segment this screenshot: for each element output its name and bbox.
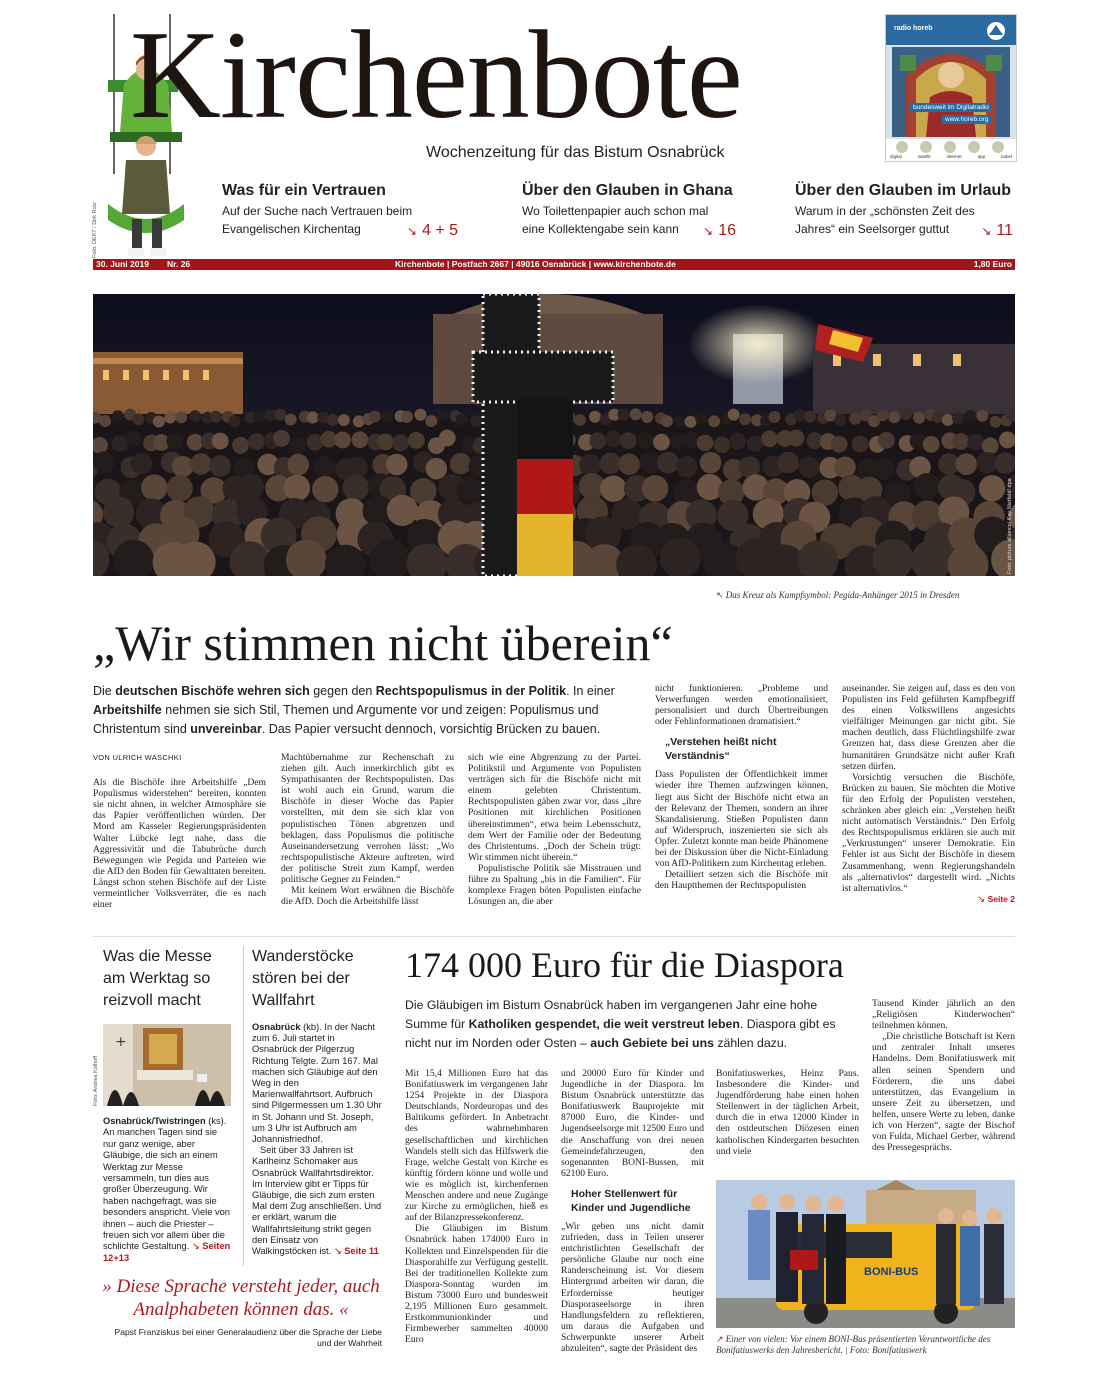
lead-intro: [93, 682, 629, 739]
page-reference[interactable]: [842, 894, 1015, 905]
issue-date: 30. Juni 2019: [96, 259, 149, 269]
intro-text: zählen dazu.: [713, 1036, 788, 1050]
article-paragraph: und 20000 Euro für Kinder und Jugendliche in der Diaspora. Im Bistum Osnabrück unterstützte das Bonifatiuswerk Bauprojekte mit 87000 Euro, die Kinder- und Jugendseelsorge mit 12500 Euro und die Anschaffung von drei neuen Gemeindefahrzeugen, den sogenannten BONI-Bussen, mit 62100 Euro.: [561, 1068, 704, 1179]
page-ref-label: Seiten 12+13: [103, 1241, 231, 1263]
masthead-photo-credit: Foto: DEKT / Dirk Rutz: [92, 202, 98, 258]
page-number: 4 + 5: [421, 222, 458, 239]
quote-close-mark: «: [339, 1298, 349, 1320]
article-paragraph: auseinander. Sie zeigen auf, dass es den von Populisten ins Feld geführten Kampfbegriff des einen Volkswillens angesichts vielfältiger Meinungen gar nicht gibt. Sie machen deutlich, dass Flüchtlingshilfe zwar Grenzen hat, dass diese Grenzen aber die humanitären Grundsätze nicht außer Kraft setzen dürfen.: [842, 683, 1015, 772]
svg-text:+: +: [115, 1034, 127, 1050]
byline: VON ULRICH WASCHKI: [93, 753, 182, 762]
article-paragraph: „Die christliche Botschaft ist Kern und zentraler Inhalt unseres Handelns. Dem Bonifatiuswerk mit allen seinen Spendern und Förderern, die uns dabei unterstützen, das Evangelium in unsere Zeit zu übersetzen, und helfen, unsere Werte zu leben, danke ich von Herzen“, sagte der Bischof von Fulda, Michael Gerber, während des Pressegesprächs.: [872, 1031, 1015, 1154]
box-text: [103, 1116, 233, 1264]
article-paragraph: Als die Bischöfe ihre Arbeitshilfe „Dem Populismus widerstehen“ bereiten, konnten sie nicht ahnen, in welcher Atmosphäre sie das Papier veröffentlichen würden. Der Mord am Kasseler Regierungspräsidenten Walter Lübcke legt nahe, dass die Aggressivität und die Tabubrüche durch Bewegungen wie Pegida und Parteien wie die AfD den Boden für Gewalttaten bereiten. Längst schon stehen Bischöfe auf der Liste vermeintlicher Volksverräter, die es nach einer: [93, 777, 266, 911]
church-photo-credit: Foto: Andrea Kolhoff: [93, 1055, 99, 1106]
teaser-line: Auf der Suche nach Vertrauen beim: [222, 204, 413, 218]
masthead: [0, 0, 1108, 260]
intro-text: nehmen sie sich Stil, Themen und Argumente vor und zeigen: Populismus und Christentum sind: [93, 703, 599, 736]
teaser-line: Warum in der „schönsten Zeit des: [795, 204, 975, 218]
teaser-page-ref: [407, 220, 458, 240]
teaser-line: Jahres“ ein Seelsorger guttut: [795, 222, 950, 236]
author: (ks).: [205, 1116, 227, 1126]
dateline: Osnabrück/Twistringen: [103, 1116, 206, 1126]
quote-open-mark: »: [102, 1276, 112, 1297]
arrow-down-right-icon: ↘: [191, 1241, 200, 1252]
boni-bus-photo: [716, 1180, 1015, 1328]
quote-text: [100, 1276, 382, 1321]
masthead-title: Kirchenbote: [130, 6, 742, 145]
divider: [93, 936, 1015, 937]
intro-bold: Katholiken gespendet, die weit verstreut leben: [468, 1017, 740, 1031]
teaser-page-ref: [981, 220, 1013, 240]
intro-text: gegen den: [309, 684, 376, 698]
caption-separator: |: [845, 1345, 850, 1356]
page-reference[interactable]: [334, 1246, 379, 1256]
arrow-down-right-icon: ↘: [406, 224, 417, 238]
intro-bold: Rechtspopulismus in der Politik: [375, 684, 567, 698]
quote-body: Diese Sprache versteht jeder, auch Analphabeten können das.: [116, 1276, 380, 1320]
subheading: Hoher Stellenwert für Kinder und Jugendliche: [571, 1187, 691, 1214]
diaspora-intro: [405, 996, 853, 1053]
article-paragraph: Tausend Kinder jährlich an den „Religiösen Kinderwochen“ teilnehmen können.: [872, 998, 1015, 1032]
box-divider: [243, 946, 244, 1266]
masthead-subtitle: Wochenzeitung für das Bistum Osnabrück: [426, 144, 725, 161]
boni-bus-caption: [716, 1334, 1015, 1356]
intro-text: Die Gläubigen im Bistum Osnabrück haben im vergangenen Jahr eine hohe Summe für: [405, 998, 818, 1031]
ad-channel: satellit: [917, 154, 931, 159]
ad-channels: [890, 154, 1012, 159]
box-paragraph: In der Nacht zum 6. Juli startet in Osnabrück der Pilgerzug Richtung Telgte. Zum 167. Mal machen sich Gläubige auf den Weg in den Marienwallfahrtsort. Aufbruch sind Pilgermessen um 1.30 Uhr in St. Johann und St. Joseph, um 3 Uhr ist Aufbruch am Johannisfriedhof.: [252, 1022, 382, 1145]
box-headline: Wanderstöcke stören bei der Wallfahrt: [252, 948, 354, 1009]
article-paragraph: Vorsichtig versuchen die Bischöfe, Brücken zu bauen. Sie möchten die Motive für den Erfolg der Populisten verstehen, schränken aber gleich ein: „Verstehen heißt nicht automatisch Verständnis.“ Den Erfolg des Rechtspopulismus erklären sie auch mit „Verkrustungen“ unserer Demokratie. Ein Fehler ist aus Sicht der Bischöfe in diesem Zusammenhang, wenn Regierungshandeln als „alternativlos“ dargestellt wird. „Nichts ist alternativlos.“: [842, 771, 1015, 894]
arrow-down-right-icon: ↘: [981, 224, 992, 238]
article-paragraph: sich wie eine Abgrenzung zu der Partei. Politikstil und Argumente von Populisten verträgen sich für die Bischöfe nicht mit einem gelebten Christentum. Rechtspopulisten gäben zwar vor, dass „ihre Positionen mit kirchlichen Positionen übereinstimmen“, etwa beim Lebensschutz, dem Wert der Familie oder der Bedeutung des Christentums. „Doch der Schein trügt: Wir stimmen nicht überein.“: [468, 752, 641, 863]
teaser-urlaub[interactable]: [795, 182, 1017, 238]
teaser-title: Was für ein Vertrauen: [222, 182, 386, 199]
pope-quote: [100, 1276, 382, 1349]
main-photo: [93, 294, 1015, 576]
radio-horeb-ad[interactable]: [885, 14, 1017, 162]
main-photo-credit: Foto: picture alliance/ Kay Nietfeld/ dpa: [1007, 478, 1013, 574]
page-ref-label: Seite 11: [344, 1246, 379, 1257]
intro-bold: auch Gebiete bei uns: [590, 1036, 714, 1050]
intro-text: . Das Papier versucht dennoch, vorsichtig Brücken zu bauen.: [261, 722, 601, 736]
article-paragraph: Detailliert setzen sich die Bischöfe mit den Hauptthemen der Rechtspopulisten: [655, 869, 828, 892]
teaser-title: Über den Glauben in Ghana: [522, 182, 733, 199]
intro-bold: Arbeitshilfe: [93, 703, 162, 717]
issue-price: 1,80 Euro: [973, 259, 1012, 269]
page-number: 16: [718, 222, 736, 239]
intro-bold: deutschen Bischöfe wehren sich: [115, 684, 310, 698]
teaser-vertrauen[interactable]: [222, 182, 462, 238]
arrow-down-right-icon: ↘: [977, 893, 986, 905]
caption-credit: Foto: Bonifatiuswerk: [849, 1345, 927, 1356]
subheading: „Verstehen heißt nicht Verständnis“: [665, 736, 777, 763]
teaser-line: Evangelischen Kirchentag: [222, 222, 361, 236]
caption-text: Einer von vielen: Vor einem BONI-Bus präsentierten Verantwortliche des Bonifatiuswerks den Jahresbericht.: [716, 1334, 991, 1356]
ad-channel: app: [977, 154, 986, 159]
publisher-info: Kirchenbote | Postfach 2667 | 49016 Osnabrück | www.kirchenbote.de: [395, 259, 676, 269]
box-paragraph: Seit über 33 Jahren ist Karlheinz Schomaker aus Osnabrück Wallfahrtsdirektor. Im Interview gibt er Tipps für Gläubige, die sich zum ersten Mal dem Zug anschließen. Und er erklärt, warum die Wallfahrtsleitung strikt gegen den Einsatz von Walkingstöcken ist.: [252, 1145, 382, 1257]
ad-channel: digital: [890, 154, 902, 159]
diaspora-column-2: [561, 1068, 704, 1354]
box-messe: [93, 946, 237, 1263]
caption-text: Das Kreuz als Kampfsymbol: Pegida-Anhänger 2015 in Dresden: [725, 590, 960, 600]
intro-text: Die: [93, 684, 116, 698]
diaspora-column-3: [716, 1068, 859, 1157]
arrow-up-left-icon: ↖: [716, 590, 724, 600]
lead-column-4: [655, 683, 828, 891]
ad-tagline: bundesweit im Digitalradio: [910, 103, 992, 112]
article-paragraph: „Wir geben uns nicht damit zufrieden, dass in Teilen unserer entchristlichten Gesellschaft der persönliche Glaube nur noch eine Randerscheinung ist. Vor diesem Hintergrund arbeiten wir daran, die Erfordernisse heutiger Diasporaseelsorge in ihren Handlungsfeldern zu reflektieren, um daraus die Aufgaben und Schwerpunkte unserer Arbeit abzuleiten“, sagte der Präsident des: [561, 1220, 704, 1354]
box-wander: [252, 946, 382, 1257]
box-paragraph: An manchen Tagen sind sie nur ganz wenige, aber Gläubige, die sich an einem Werktag zur Messe versammeln, tun dies aus großer Überzeugung. Wir haben nachgefragt, was sie besonders anspricht. Viele von ihnen – auch die Priester – freuen sich vor allem über die schlichte Gestaltung.: [103, 1127, 230, 1252]
article-paragraph: Mit keinem Wort erwähnen die Bischöfe die AfD. Doch die Arbeitshilfe lässt: [281, 885, 454, 908]
article-paragraph: nicht funktionieren. „Probleme und Verwerfungen werden emotionalisiert, personalisiert und durch Übertreibungen oder Fehlinformationen dramatisiert.“: [655, 683, 828, 728]
ad-url: www.horeb.org: [942, 115, 991, 124]
lead-column-1: [93, 752, 266, 910]
info-bar: [93, 259, 1015, 270]
lead-column-5: [842, 683, 1015, 905]
intro-bold: unvereinbar: [190, 722, 262, 736]
box-text: [252, 1022, 382, 1257]
arrow-down-right-icon: ↘: [703, 224, 714, 238]
ad-channel: internet: [946, 154, 962, 159]
intro-text: . Diaspora gibt es nicht nur im Norden oder Osten –: [405, 1017, 836, 1050]
diaspora-column-1: [405, 1068, 548, 1345]
diaspora-column-4: [872, 998, 1015, 1153]
page-ref-label: Seite 2: [987, 893, 1015, 904]
quote-attribution: Papst Franziskus bei einer Generalaudienz über die Sprache der Liebe und der Wahrheit: [114, 1327, 382, 1348]
article-paragraph: Mit 15,4 Millionen Euro hat das Bonifatiuswerk im vergangenen Jahr 1254 Projekte in der Diaspora Deutschlands, Nordeuropas und des Baltikums gefördert. In Anbetracht des wahrnehmbaren gesellschaftlichen und kirchlichen Wandels stellt sich das Hilfswerk die Frage, welche Gestalt von Kirche es künftig fördern könne und wolle und wie es möglich ist, kirchenfernen Menschen andere und neue Zugänge zur Kirche zu ermöglichen, hieß es auf der Bilanzpressekonferenz.: [405, 1068, 548, 1224]
article-paragraph: Bonifatiuswerkes, Heinz Paus. Insbesondere die Kinder- und Jugendförderung habe einen hohen Stellenwert in der täglichen Arbeit, durch die in etwa 12000 Kinder in den ostdeutschen Diözesen einen katholischen Kindergarten besuchten und viele: [716, 1068, 859, 1157]
bus-label: BONI-BUS: [864, 1266, 919, 1278]
author: (kb).: [300, 1022, 322, 1032]
arrow-down-right-icon: ↘: [333, 1246, 342, 1257]
teaser-page-ref: [703, 220, 736, 240]
dateline: Osnabrück: [252, 1022, 301, 1032]
church-photo: [103, 1024, 231, 1106]
arrow-up-left-icon: ↗: [716, 1334, 724, 1344]
teaser-ghana[interactable]: [522, 182, 736, 238]
page-number: 11: [996, 222, 1013, 239]
box-headline: Was die Messe am Werktag so reizvoll macht: [103, 948, 212, 1009]
issue-number: Nr. 26: [167, 259, 191, 269]
diaspora-headline: 174 000 Euro für die Diaspora: [405, 945, 844, 985]
lead-column-2: [281, 752, 454, 907]
lead-column-3: [468, 752, 641, 907]
teaser-title: Über den Glauben im Urlaub: [795, 182, 1012, 199]
ad-channel: kabel: [1001, 154, 1012, 159]
article-paragraph: Dass Populisten der Öffentlichkeit immer wieder ihre Themen aufzwingen können, liegt aus Sicht der Bischöfe nicht etwa an der Relevanz der Themen, sondern an ihrer Skandalisierung. Stießen Populisten dann auf Widerspruch, inszenierten sie sich als Opfer. Zuletzt konnte man beide Phänomene bei der Diskussion über die Nicht-Einladung von AfD-Politikern zum Kirchentag erleben.: [655, 769, 828, 870]
teaser-line: eine Kollektengabe sein kann: [522, 222, 679, 236]
teaser-line: Wo Toilettenpapier auch schon mal: [522, 204, 709, 218]
main-photo-caption: [716, 590, 959, 601]
article-paragraph: Die Gläubigen im Bistum Osnabrück haben 174000 Euro in Kollekten und Einzelspenden für die Diasporahilfe zur Verfügung gestellt. Bei der traditionellen Kollekte zum Diaspora-Sonntag wurden im Bistum 73000 Euro und bundesweit 2,195 Millionen Euro gesammelt. Erstkommunionkinder und Firmbewerber sammelten 40000 Euro: [405, 1223, 548, 1346]
intro-text: . In einer: [566, 684, 615, 698]
article-paragraph: Machtübernahme zur Rechenschaft zu ziehen gilt. Auch innerkirchlich gibt es Sympathisanten der Rechtspopulisten. Das ist wohl auch ein Grund, warum die Bischöfe in dieser Woche das Papier vorstellten, mit dem sie sich klar von populistischen Tönen abgrenzen und beklagen, dass Populismus die politische Auseinandersetzung verrohen lässt: „Wo rechtspopulistische Akteure auftreten, wird der politische Streit zum Kampf, werden politische Gegner zu Feinden.“: [281, 752, 454, 886]
ad-brand: radio horeb: [894, 25, 933, 32]
lead-headline: „Wir stimmen nicht überein“: [93, 615, 673, 671]
article-paragraph: Populistische Politik säe Misstrauen und führe zu Spaltung „bis in die Familien“. Für komplexe Fragen böten Populisten einfache Lösungen an, die aber: [468, 862, 641, 908]
